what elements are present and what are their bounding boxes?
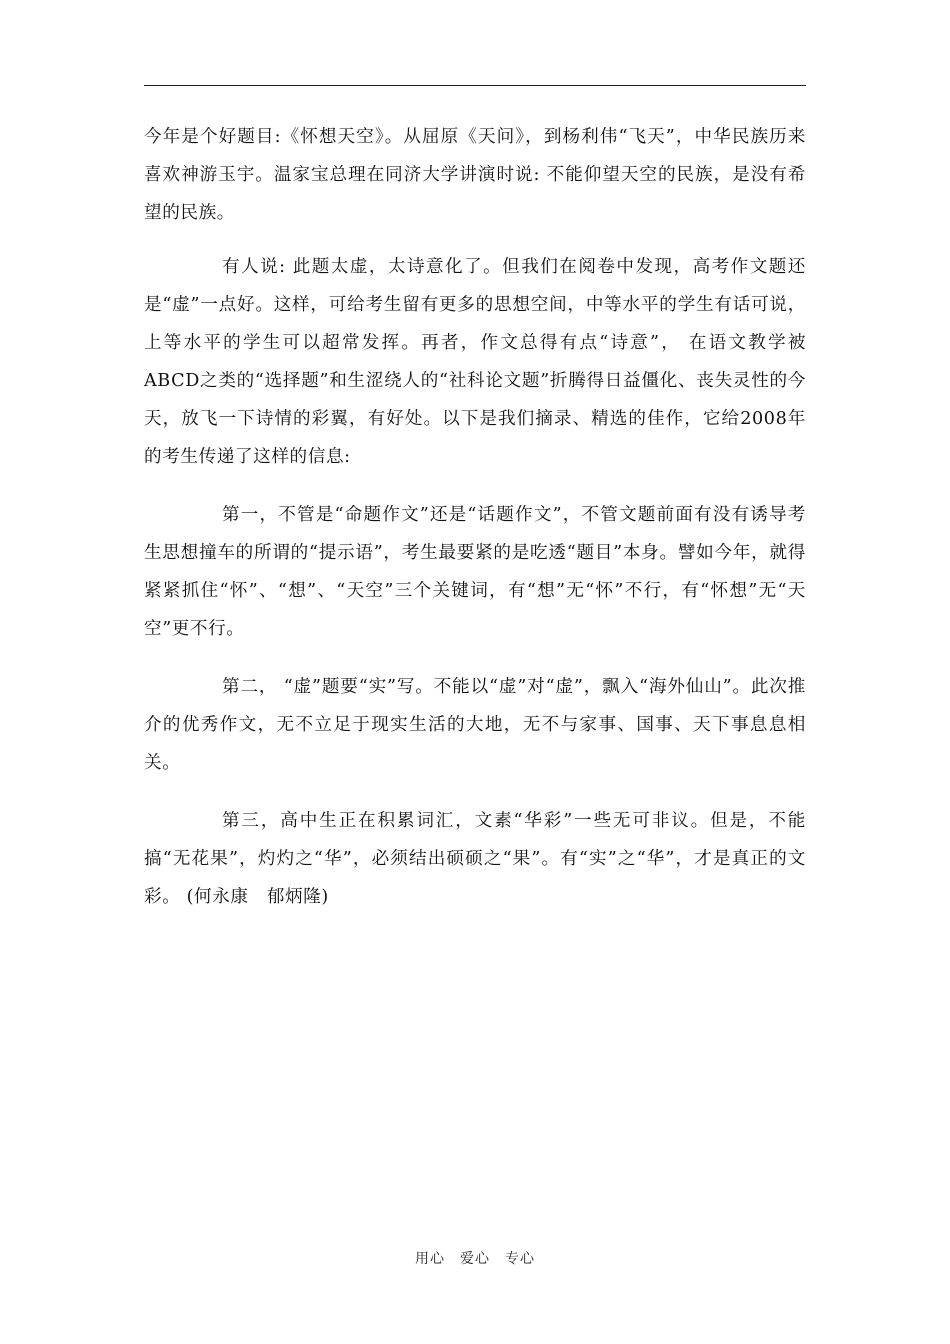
- paragraph-point-two: 第二， “虚”题要“实”写。不能以“虚”对“虚”，飘入“海外仙山”。此次推介的优秀作文，无不立足于现实生活的大地，无不与家事、国事、天下事息息相关。: [144, 677, 806, 773]
- paragraph-point-three: 第三，高中生正在积累词汇，文素“华彩”一些无可非议。但是，不能搞“无花果”，灼灼之“华”，必须结出硕硕之“果”。有“实”之“华”，才是真正的文彩。 (何永康 郁炳隆): [144, 811, 806, 907]
- header-rule: [144, 85, 806, 86]
- paragraph-point-one: 第一，不管是“命题作文”还是“话题作文”，不管文题前面有没有诱导考生思想撞车的所谓的“提示语”，考生最要紧的是吃透“题目”本身。譬如今年，就得紧紧抓住“怀”、“想”、“天空”三个关键词，有“想”无“怀”不行，有“怀想”无“天空”更不行。: [144, 505, 806, 639]
- paragraph-opinion: 有人说: 此题太虚，太诗意化了。但我们在阅卷中发现，高考作文题还是“虚”一点好。这样，可给考生留有更多的思想空间，中等水平的学生有话可说，上等水平的学生可以超常发挥。再者，作文总得有点“诗意”， 在语文教学被ABCD之类的“选择题”和生涩绕人的“社科论文题”折腾得日益僵化、丧失灵性的今天，放飞一下诗情的彩翼，有好处。以下是我们摘录、精选的佳作，它给2008年的考生传递了这样的信息:: [144, 257, 806, 467]
- paragraph-intro: 今年是个好题目:《怀想天空》。从屈原《天问》，到杨利伟“飞天”，中华民族历来喜欢神游玉宇。温家宝总理在同济大学讲演时说: 不能仰望天空的民族，是没有希望的民族。: [144, 127, 806, 223]
- page-footer: 用心 爱心 专心: [415, 1251, 535, 1267]
- document-body: [144, 118, 806, 916]
